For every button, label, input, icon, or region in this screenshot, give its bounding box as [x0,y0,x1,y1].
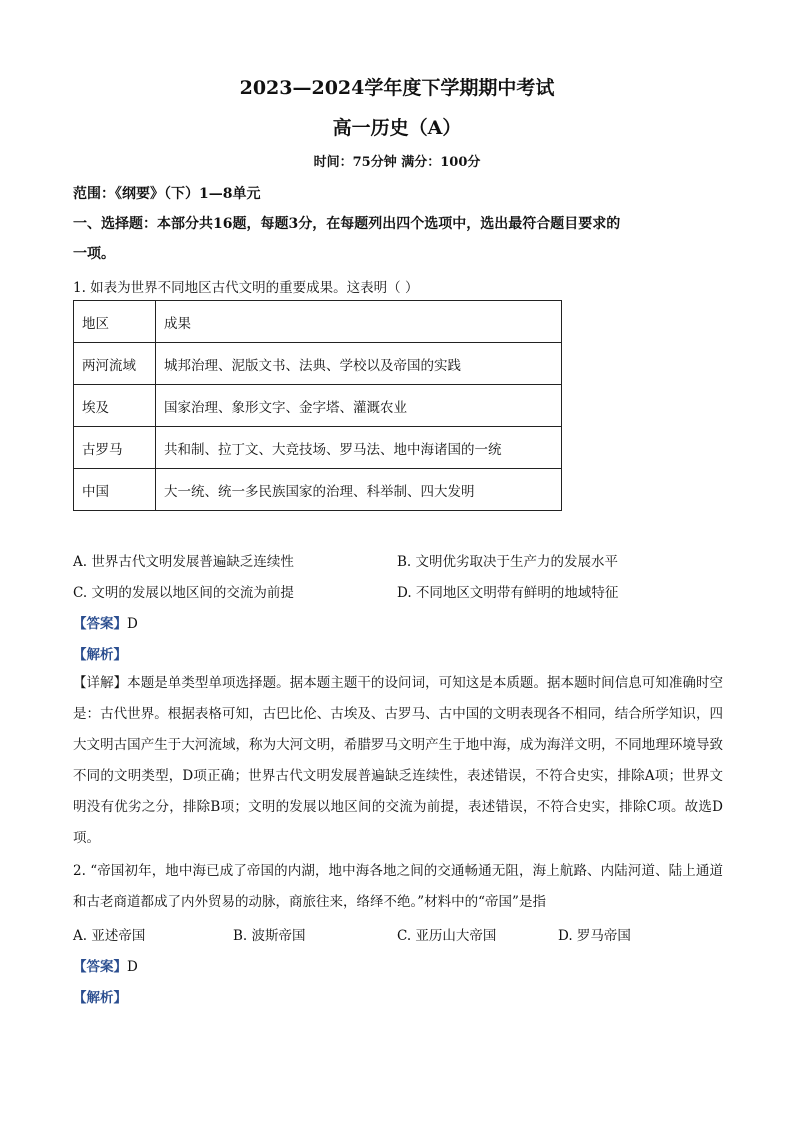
exam-subject: 高一历史（A） [332,117,462,139]
table-cell: 城邦治理、泥版文书、法典、学校以及帝国的实践 [156,343,562,385]
exam-time-info: 时间：75分钟 满分：100分 [313,155,481,170]
section-heading-line2: 一项。 [73,246,115,262]
table-header-cell: 成果 [156,301,562,343]
table-cell: 两河流域 [74,343,156,385]
table-header-row [74,301,562,343]
q1-detail-paragraph [73,668,723,854]
detail-label: 【详解】 [73,675,128,691]
table-row [74,343,562,385]
table-row [74,469,562,511]
table-cell: 中国 [74,469,156,511]
table-cell: 国家治理、象形文字、金字塔、灌溉农业 [156,385,562,427]
table-row [74,427,562,469]
answer-value: D [127,616,138,632]
answer-label: 【答案】 [73,616,127,632]
exam-title: 2023—2024学年度下学期期中考试 [239,77,555,99]
q1-option-b: B. 文明优劣取决于生产力的发展水平 [397,554,619,570]
q1-option-a: A. 世界古代文明发展普遍缺乏连续性 [73,554,294,570]
q2-option-c: C. 亚历山大帝国 [397,928,497,944]
q1-table [73,300,562,511]
q2-option-b: B. 波斯帝国 [233,928,306,944]
q1-option-c: C. 文明的发展以地区间的交流为前提 [73,585,294,601]
q2-stem: 2. “帝国初年，地中海已成了帝国的内湖，地中海各地之间的交通畅通无阻，海上航路、内陆河道、陆上通道和古老商道都成了内外贸易的动脉，商旅往来，络绎不绝。”材料中的“帝国”是指 [73,863,723,910]
q2-option-a: A. 亚述帝国 [73,928,146,944]
answer-label: 【答案】 [73,959,127,975]
q1-option-d: D. 不同地区文明带有鲜明的地域特征 [397,585,619,601]
section-heading-line1: 一、选择题：本部分共16题，每题3分，在每题列出四个选项中，选出最符合题目要求的 [73,216,621,232]
analysis-label: 【解析】 [73,990,127,1006]
table-header-cell: 地区 [74,301,156,343]
table-cell: 共和制、拉丁文、大竞技场、罗马法、地中海诸国的一统 [156,427,562,469]
q2-option-d: D. 罗马帝国 [558,928,631,944]
q1-answer [73,612,138,632]
detail-text: 本题是单类型单项选择题。据本题主题干的设问词，可知这是本质题。据本题时间信息可知准确时空是：古代世界。根据表格可知，古巴比伦、古埃及、古罗马、古中国的文明表现各不相同，结合所学知识，四大文明古国产生于大河流域，称为大河文明，希腊罗马文明产生于地中海，成为海洋文明，不同地理环境导致不同的文明类型，D项正确；世界古代文明发展普遍缺乏连续性，表述错误，不符合史实，排除A项；世界文明没有优劣之分，排除B项；文明的发展以地区间的交流为前提，表述错误，不符合史实，排除C项。故选D项。 [73,675,724,846]
answer-value: D [127,959,138,975]
table-cell: 大一统、统一多民族国家的治理、科举制、四大发明 [156,469,562,511]
q1-analysis [73,643,127,663]
q2-analysis [73,986,127,1006]
exam-scope: 范围：《纲要》（下）1—8单元 [73,186,261,202]
table-cell: 古罗马 [74,427,156,469]
table-row [74,385,562,427]
table-cell: 埃及 [74,385,156,427]
q2-answer [73,955,138,975]
analysis-label: 【解析】 [73,647,127,663]
q1-stem: 1. 如表为世界不同地区古代文明的重要成果。这表明（ ） [73,280,419,296]
